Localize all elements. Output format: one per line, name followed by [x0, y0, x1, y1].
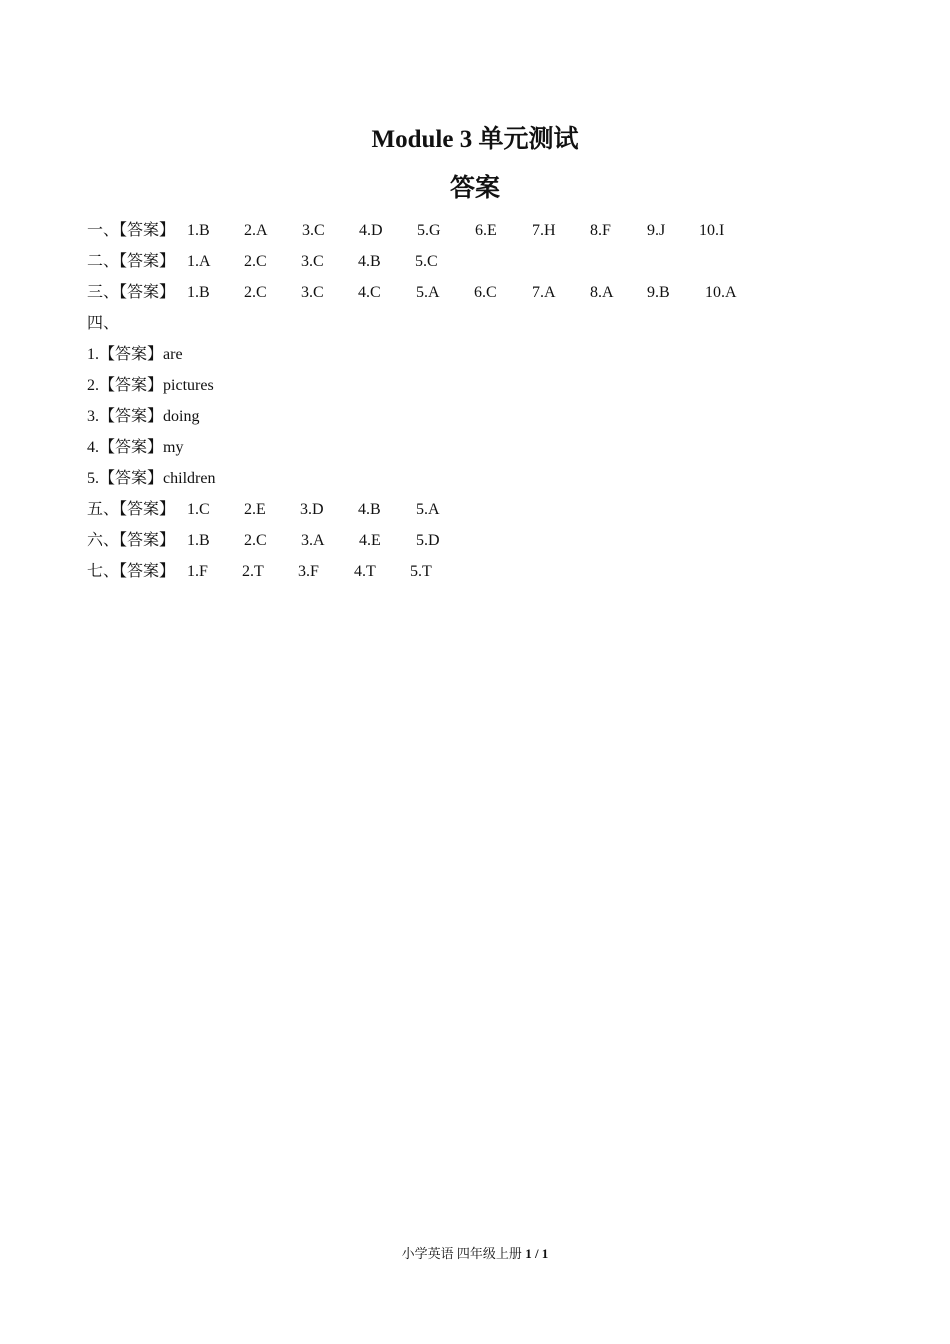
answer-row: [87, 406, 199, 428]
answer-row: [87, 375, 214, 397]
answer-row-prefix: 六、【答案】: [87, 532, 176, 549]
answer-item: 3.C: [302, 222, 325, 239]
answer-row: [87, 499, 847, 521]
answer-row-prefix: 5.【答案】: [87, 470, 164, 487]
answer-item: are: [163, 346, 183, 363]
answer-row: [87, 251, 847, 273]
answer-item: 1.B: [187, 284, 210, 301]
answer-row-prefix: 1.【答案】: [87, 346, 164, 363]
answer-item: 3.C: [301, 253, 324, 270]
answer-row: [87, 220, 847, 242]
answer-item: 5.C: [415, 253, 438, 270]
answer-item: 5.T: [410, 563, 432, 580]
answer-item: 10.A: [705, 284, 737, 301]
answer-item: 5.A: [416, 501, 440, 518]
answer-row-prefix: 2.【答案】: [87, 377, 164, 394]
answer-item: children: [163, 470, 216, 487]
answer-item: 3.C: [301, 284, 324, 301]
answer-item: 9.B: [647, 284, 670, 301]
answer-item: 4.B: [358, 501, 381, 518]
answer-row: [87, 437, 183, 459]
answer-row: [87, 561, 847, 583]
answer-row: [87, 313, 119, 335]
page-footer: [0, 1245, 950, 1263]
answer-row: [87, 344, 183, 366]
answer-row-prefix: 三、【答案】: [87, 284, 176, 301]
answer-item: 5.G: [417, 222, 441, 239]
answer-item: pictures: [163, 377, 214, 394]
page-number: 1 / 1: [525, 1246, 549, 1261]
answer-item: 7.H: [532, 222, 556, 239]
answer-item: 6.C: [474, 284, 497, 301]
footer-text: 小学英语 四年级上册: [401, 1246, 522, 1261]
answer-item: 4.C: [358, 284, 381, 301]
answer-item: 4.T: [354, 563, 376, 580]
answer-item: 2.A: [244, 222, 268, 239]
answer-item: 5.D: [416, 532, 440, 549]
answer-item: 1.B: [187, 532, 210, 549]
answer-item: 2.E: [244, 501, 266, 518]
answer-item: 4.E: [359, 532, 381, 549]
answer-item: 3.D: [300, 501, 324, 518]
answer-item: 1.A: [187, 253, 211, 270]
answer-item: 1.C: [187, 501, 210, 518]
answer-row-prefix: 七、【答案】: [87, 563, 176, 580]
answer-item: 1.F: [187, 563, 208, 580]
answer-item: 6.E: [475, 222, 497, 239]
answer-item: 2.C: [244, 532, 267, 549]
answer-item: 4.D: [359, 222, 383, 239]
answer-row-prefix: 4.【答案】: [87, 439, 164, 456]
answer-item: 3.F: [298, 563, 319, 580]
answer-item: 2.T: [242, 563, 264, 580]
answer-row-prefix: 二、【答案】: [87, 253, 176, 270]
answer-row-prefix: 3.【答案】: [87, 408, 164, 425]
answer-item: 5.A: [416, 284, 440, 301]
answer-row: [87, 282, 847, 304]
answer-item: 3.A: [301, 532, 325, 549]
document-title: Module 3 单元测试: [371, 126, 579, 153]
answer-item: 9.J: [647, 222, 666, 239]
answer-item: 8.A: [590, 284, 614, 301]
answer-row-prefix: 四、: [87, 315, 120, 332]
answer-row: [87, 530, 847, 552]
answer-item: 2.C: [244, 284, 267, 301]
answer-item: 4.B: [358, 253, 381, 270]
answer-item: 8.F: [590, 222, 611, 239]
answer-item: 7.A: [532, 284, 556, 301]
answer-item: doing: [163, 408, 200, 425]
answer-item: 1.B: [187, 222, 210, 239]
answer-heading: 答案: [449, 175, 500, 202]
answer-row-prefix: 五、【答案】: [87, 501, 176, 518]
answer-row-prefix: 一、【答案】: [87, 222, 176, 239]
answer-row: [87, 468, 215, 490]
answer-item: my: [163, 439, 184, 456]
answer-item: 10.I: [699, 222, 725, 239]
answer-item: 2.C: [244, 253, 267, 270]
